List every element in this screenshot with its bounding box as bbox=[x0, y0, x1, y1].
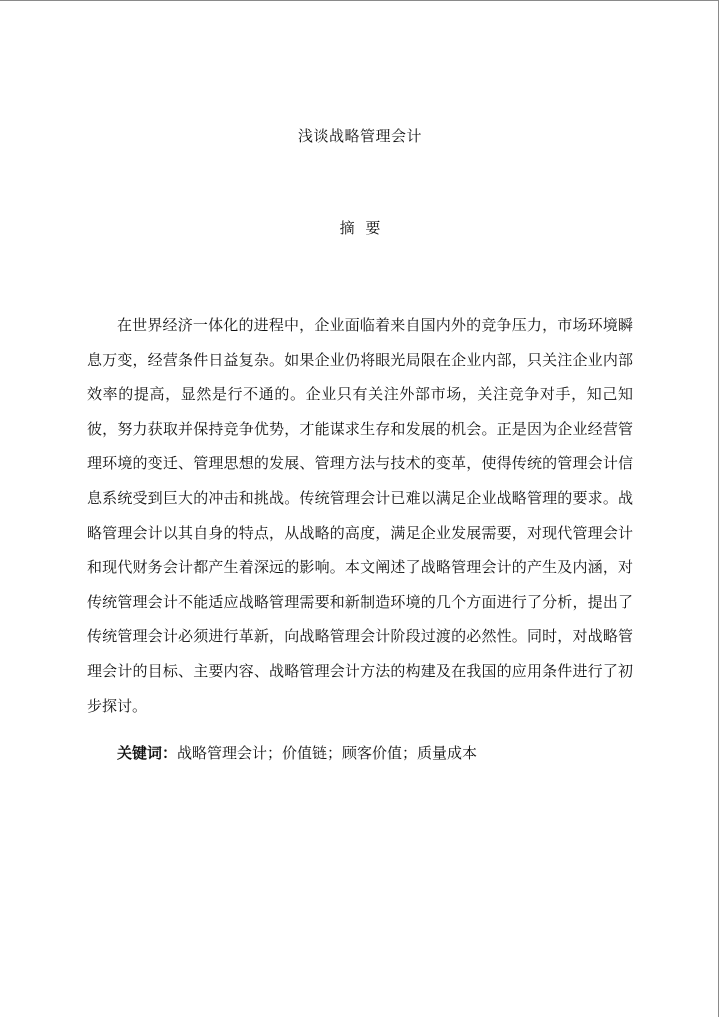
keywords-line bbox=[117, 742, 637, 763]
abstract-heading bbox=[0, 217, 720, 238]
keywords-text: 战略管理会计；价值链；顾客价值；质量成本 bbox=[177, 744, 478, 762]
abstract-body: 在世界经济一体化的进程中，企业面临着来自国内外的竞争压力，市场环境瞬息万变，经营条件日益复杂。如果企业仍将眼光局限在企业内部，只关注企业内部效率的提高，显然是行不通的。企业只有关注外部市场，关注竞争对手，知己知彼，努力获取并保持竞争优势，才能谋求生存和发展的机会。正是因为企业经营管理环境的变迁、管理思想的发展、管理方法与技术的变革，使得传统的管理会计信息系统受到巨大的冲击和挑战。传统管理会计已难以满足企业战略管理的要求。战略管理会计以其自身的特点，从战略的高度，满足企业发展需要，对现代管理会计和现代财务会计都产生着深远的影响。本文阐述了战略管理会计的产生及内涵，对传统管理会计不能适应战略管理需要和新制造环境的几个方面进行了分析，提出了传统管理会计必须进行革新，向战略管理会计阶段过渡的必然性。同时，对战略管理会计的目标、主要内容、战略管理会计方法的构建及在我国的应用条件进行了初步探讨。 bbox=[87, 316, 633, 715]
document-title: 浅谈战略管理会计 bbox=[297, 127, 422, 145]
keywords-label: 关键词： bbox=[117, 744, 178, 762]
abstract-heading-text: 摘 要 bbox=[339, 219, 381, 237]
